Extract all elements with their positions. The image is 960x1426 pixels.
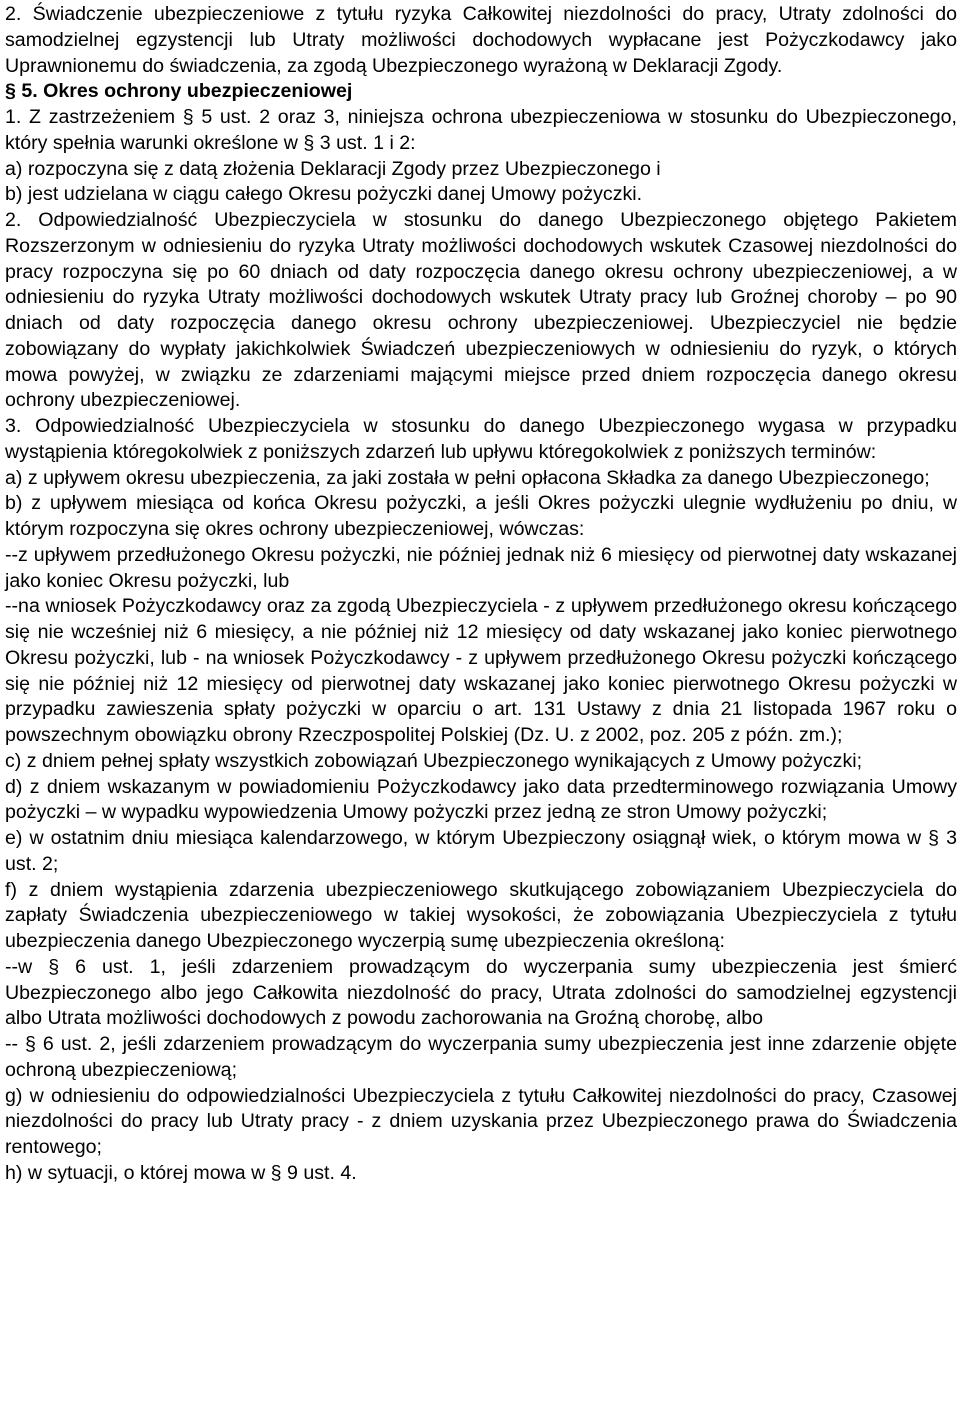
section-5-heading: § 5. Okres ochrony ubezpieczeniowej bbox=[5, 80, 353, 103]
paragraph-5-3: 3. Odpowiedzialność Ubezpieczyciela w stosunku do danego Ubezpieczonego wygasa w przypadku wystąpienia któregokolwiek z poniższych zdarzeń lub upływu któregokolwiek z poniższych terminów: bbox=[5, 415, 957, 463]
paragraph-5-3-d: d) z dniem wskazanym w powiadomieniu Pożyczkodawcy jako data przedterminowego rozwiązania Umowy pożyczki – w wypadku wypowiedzenia Umowy pożyczki przez jedną ze stron Umowy pożyczki; bbox=[5, 775, 957, 824]
paragraph-5-3-e: e) w ostatnim dniu miesiąca kalendarzowego, w którym Ubezpieczony osiągnął wiek, o którym mowa w § 3 ust. 2; bbox=[5, 827, 957, 875]
paragraph-5-3-h: h) w sytuacji, o której mowa w § 9 ust. 4. bbox=[5, 1161, 357, 1184]
paragraph-5-3-f: f) z dniem wystąpienia zdarzenia ubezpieczeniowego skutkującego zobowiązaniem Ubezpieczyciela do zapłaty Świadczenia ubezpieczeniowego w takiej wysokości, że zobowiązania Ubezpieczyciela z tytułu ubezpieczenia danego Ubezpieczonego wyczerpią sumę ubezpieczenia określoną: bbox=[5, 878, 957, 952]
paragraph-5-3-c: c) z dniem pełnej spłaty wszystkich zobowiązań Ubezpieczonego wynikających z Umowy pożyczki; bbox=[5, 749, 863, 772]
paragraph-5-3-g: g) w odniesieniu do odpowiedzialności Ubezpieczyciela z tytułu Całkowitej niezdolności do pracy, Czasowej niezdolności do pracy lub Utraty pracy - z dniem uzyskania przez Ubezpieczonego prawa do Świadczenia rentowego; bbox=[5, 1084, 957, 1158]
paragraph-section-4-point-2: 2. Świadczenie ubezpieczeniowe z tytułu ryzyka Całkowitej niezdolności do pracy, Utraty zdolności do samodzielnej egzystencji lub Utraty możliwości dochodowych wypłacane jest Pożyczkodawcy jako Uprawnionemu do świadczenia, za zgodą Ubezpieczonego wyrażoną w Deklaracji Zgody. bbox=[5, 3, 957, 77]
paragraph-5-3-a: a) z upływem okresu ubezpieczenia, za jaki została w pełni opłacona Składka za danego Ubezpieczonego; bbox=[5, 466, 930, 489]
paragraph-5-1-a: a) rozpoczyna się z datą złożenia Deklaracji Zgody przez Ubezpieczonego i bbox=[5, 157, 661, 180]
paragraph-5-1: 1. Z zastrzeżeniem § 5 ust. 2 oraz 3, niniejsza ochrona ubezpieczeniowa w stosunku do Ubezpieczonego, który spełnia warunki określone w § 3 ust. 1 i 2: bbox=[5, 106, 957, 154]
paragraph-5-3-b-dash-2: --na wniosek Pożyczkodawcy oraz za zgodą Ubezpieczyciela - z upływem przedłużonego okresu kończącego się nie wcześniej niż 6 miesięcy, a nie później niż 12 miesięcy od daty wskazanej jako koniec pierwotnego Okresu pożyczki, lub - na wniosek Pożyczkodawcy - z upływem przedłużonego Okresu pożyczki kończącego się nie później niż 12 miesięcy od pierwotnej daty wskazanej jako koniec pierwotnego Okresu pożyczki w przypadku zawieszenia spłaty pożyczki w oparciu o art. 131 Ustawy z dnia 21 listopada 1967 roku o powszechnym obowiązku obrony Rzeczpospolitej Polskiej (Dz. U. z 2002, poz. 205 z późn. zm.); bbox=[5, 595, 957, 746]
paragraph-5-1-b: b) jest udzielana w ciągu całego Okresu pożyczki danej Umowy pożyczki. bbox=[5, 183, 643, 206]
paragraph-5-3-f-dash-1: --w § 6 ust. 1, jeśli zdarzeniem prowadzącym do wyczerpania sumy ubezpieczenia jest śmierć Ubezpieczonego albo jego Całkowita niezdolność do pracy, Utrata zdolności do samodzielnej egzystencji albo Utrata możliwości dochodowych z powodu zachorowania na Groźną chorobę, albo bbox=[5, 955, 957, 1030]
paragraph-5-3-b: b) z upływem miesiąca od końca Okresu pożyczki, a jeśli Okres pożyczki ulegnie wydłużeniu po dniu, w którym rozpoczyna się okres ochrony ubezpieczeniowej, wówczas: bbox=[5, 492, 957, 540]
paragraph-5-3-f-dash-2: -- § 6 ust. 2, jeśli zdarzeniem prowadzącym do wyczerpania sumy ubezpieczenia jest inne zdarzenie objęte ochroną ubezpieczeniową; bbox=[5, 1033, 957, 1081]
paragraph-5-2: 2. Odpowiedzialność Ubezpieczyciela w stosunku do danego Ubezpieczonego objętego Pakietem Rozszerzonym w odniesieniu do ryzyka Utraty możliwości dochodowych wskutek Czasowej niezdolności do pracy rozpoczyna się po 60 dniach od daty rozpoczęcia danego okresu ochrony ubezpieczeniowej, a w odniesieniu do ryzyka Utraty możliwości dochodowych wskutek Utraty pracy lub Groźnej choroby – po 90 dniach od daty rozpoczęcia danego okresu ochrony ubezpieczeniowej. Ubezpieczyciel nie będzie zobowiązany do wypłaty jakichkolwiek Świadczeń ubezpieczeniowych w odniesieniu do ryzyk, o których mowa powyżej, w związku ze zdarzeniami mającymi miejsce przed dniem rozpoczęcia danego okresu ochrony ubezpieczeniowej. bbox=[5, 209, 957, 412]
paragraph-5-3-b-dash-1: --z upływem przedłużonego Okresu pożyczki, nie później jednak niż 6 miesięcy od pierwotnej daty wskazanej jako koniec Okresu pożyczki, lub bbox=[5, 543, 957, 592]
